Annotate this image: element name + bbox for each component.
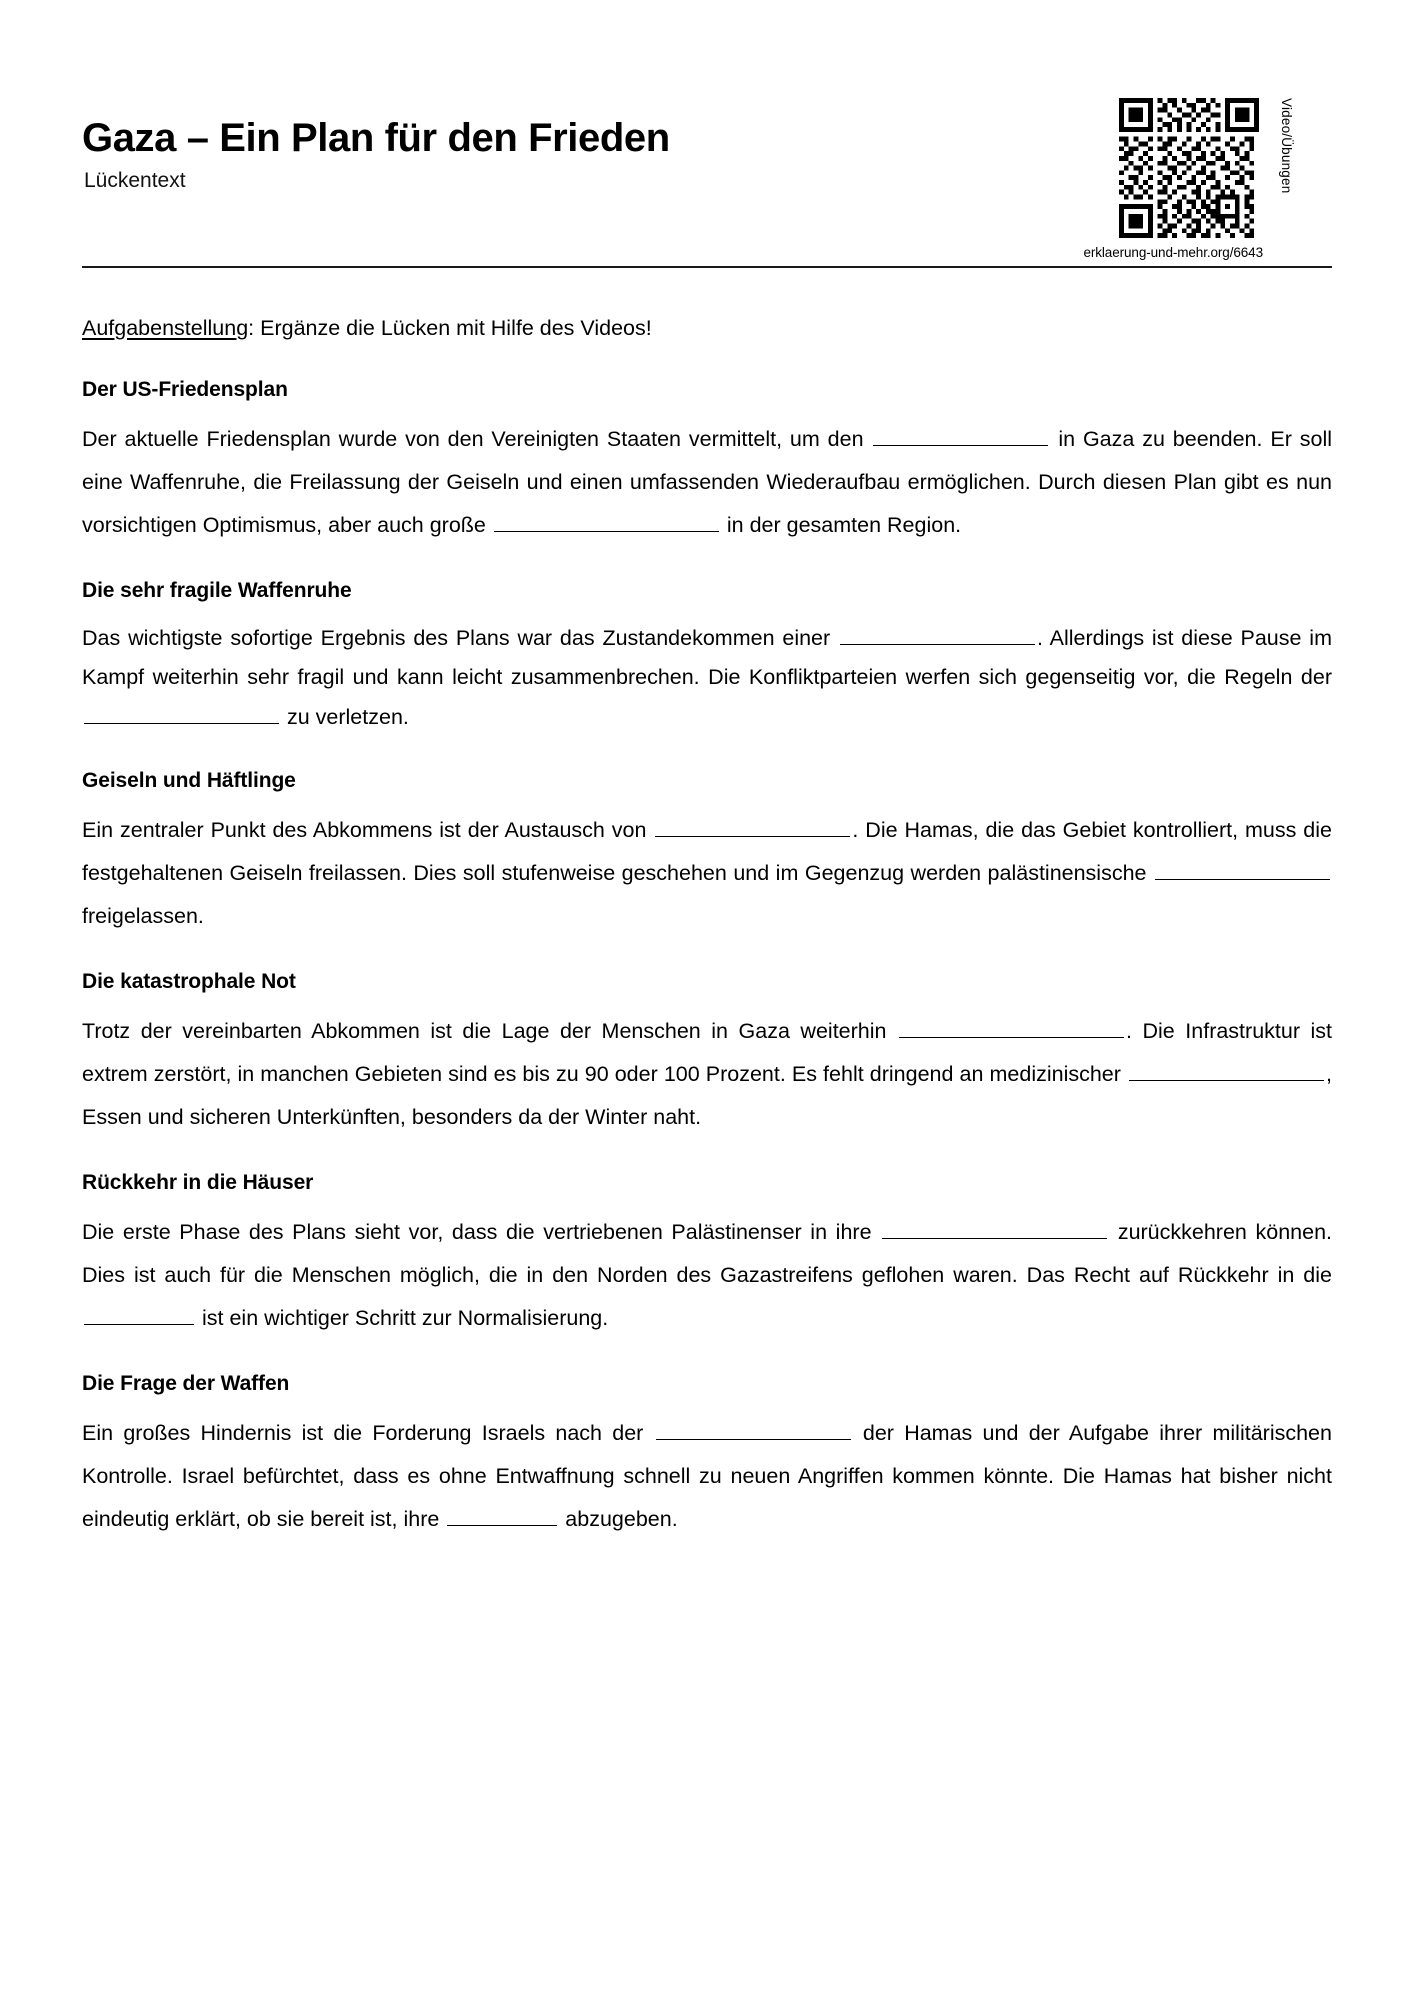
page-title: Gaza – Ein Plan für den Frieden — [82, 116, 670, 160]
section-paragraph — [82, 1010, 1332, 1139]
paragraph-text-after-blank: , Essen und sicheren Unterkünften, besonders da der Winter naht. — [82, 1061, 1332, 1129]
section-geiseln-haeftlinge — [82, 769, 1332, 938]
section-heading: Geiseln und Häftlinge — [82, 768, 296, 792]
paragraph-text-middle: der Hamas und der Aufgabe ihrer militärischen Kontrolle. Israel befürchtet, dass es ohne Entwaffnung schnell zu neuen Angriffen kommen könnte. Die Hamas hat bisher nicht eindeutig erklärt, ob sie bereit ist, ihre — [82, 1420, 1332, 1531]
paragraph-text-before-blank: Die erste Phase des Plans sieht vor, dass die vertriebenen Palästinenser in ihre — [82, 1219, 872, 1244]
paragraph-text-after-blank: freigelassen. — [82, 903, 204, 928]
paragraph-text-before-blank: Ein großes Hindernis ist die Forderung Israels nach der — [82, 1420, 644, 1445]
fill-in-blank[interactable] — [1129, 1057, 1324, 1081]
paragraph-text-middle: . Allerdings ist diese Pause im Kampf weiterhin sehr fragil und kann leicht zusammenbrechen. Die Konfliktparteien werfen sich gegenseitig vor, die Regeln der — [82, 626, 1332, 690]
task-instruction-text: Ergänze die Lücken mit Hilfe des Videos! — [260, 316, 652, 340]
paragraph-text-before-blank: Trotz der vereinbarten Abkommen ist die Lage der Menschen in Gaza weiterhin — [82, 1018, 887, 1043]
section-heading: Die katastrophale Not — [82, 969, 296, 993]
paragraph-text-middle: in Gaza zu beenden. Er soll eine Waffenruhe, die Freilassung der Geiseln und einen umfassenden Wiederaufbau ermöglichen. Durch diesen Plan gibt es nun vorsichtigen Optimismus, aber auch große — [82, 427, 1333, 538]
paragraph-text-middle: . Die Infrastruktur ist extrem zerstört, in manchen Gebieten sind es bis zu 90 oder 100 Prozent. Es fehlt dringend an medizinischer — [82, 1018, 1333, 1086]
page-subtitle: Lückentext — [84, 168, 186, 192]
header-divider — [82, 266, 1332, 268]
paragraph-text-middle: zurückkehren können. Dies ist auch für die Menschen möglich, die in den Norden des Gazastreifens geflohen waren. Das Recht auf Rückkehr in die — [82, 1219, 1333, 1287]
fill-in-blank[interactable] — [84, 700, 279, 724]
fill-in-blank[interactable] — [655, 813, 850, 837]
fill-in-blank[interactable] — [447, 1502, 557, 1526]
section-rueckkehr-haeuser — [82, 1171, 1332, 1340]
qr-side-label: Video/Übungen — [1279, 98, 1294, 194]
section-frage-der-waffen — [82, 1372, 1332, 1541]
section-heading: Der US-Friedensplan — [82, 378, 288, 402]
fill-in-blank[interactable] — [882, 1215, 1107, 1239]
fill-in-blank[interactable] — [84, 1301, 194, 1325]
paragraph-text-before-blank: Der aktuelle Friedensplan wurde von den Vereinigten Staaten vermittelt, um den — [82, 427, 864, 452]
section-us-friedensplan — [82, 378, 1332, 547]
paragraph-text-after-blank: abzugeben. — [565, 1506, 678, 1531]
paragraph-text-before-blank: Ein zentraler Punkt des Abkommens ist der Austausch von — [82, 817, 647, 842]
section-heading: Die Frage der Waffen — [82, 1371, 290, 1395]
fill-in-blank[interactable] — [656, 1416, 851, 1440]
qr-code-icon[interactable] — [1119, 98, 1259, 238]
section-heading: Rückkehr in die Häuser — [82, 1170, 314, 1194]
task-instruction-separator: : — [248, 316, 261, 340]
fill-in-blank[interactable] — [840, 622, 1035, 646]
section-paragraph — [82, 1412, 1332, 1541]
section-paragraph — [82, 418, 1332, 547]
section-paragraph — [82, 1211, 1332, 1340]
paragraph-text-after-blank: zu verletzen. — [286, 704, 409, 729]
worksheet-content — [82, 312, 1332, 1547]
paragraph-text-after-blank: in der gesamten Region. — [726, 513, 962, 538]
task-instruction-label: Aufgabenstellung — [82, 316, 249, 340]
section-paragraph — [82, 619, 1332, 736]
fill-in-blank[interactable] — [494, 509, 719, 533]
section-heading: Die sehr fragile Waffenruhe — [82, 579, 352, 603]
paragraph-text-middle: . Die Hamas, die das Gebiet kontrolliert, muss die festgehaltenen Geiseln freilassen. Dies soll stufenweise geschehen und im Gegenzug werden palästinensische — [82, 817, 1332, 885]
paragraph-text-before-blank: Das wichtigste sofortige Ergebnis des Plans war das Zustandekommen einer — [82, 626, 831, 651]
section-paragraph — [82, 809, 1332, 938]
header-titles — [82, 116, 670, 193]
page-header — [82, 88, 1332, 260]
section-katastrophale-not — [82, 970, 1332, 1139]
fill-in-blank[interactable] — [1155, 856, 1330, 880]
task-instruction — [82, 312, 1332, 344]
qr-url-label[interactable]: erklaerung-und-mehr.org/6643 — [1083, 245, 1263, 260]
paragraph-text-after-blank: ist ein wichtiger Schritt zur Normalisierung. — [201, 1305, 609, 1330]
fill-in-blank[interactable] — [873, 423, 1048, 447]
fill-in-blank[interactable] — [899, 1014, 1124, 1038]
section-fragile-waffenruhe — [82, 579, 1332, 736]
qr-block — [1082, 88, 1297, 260]
